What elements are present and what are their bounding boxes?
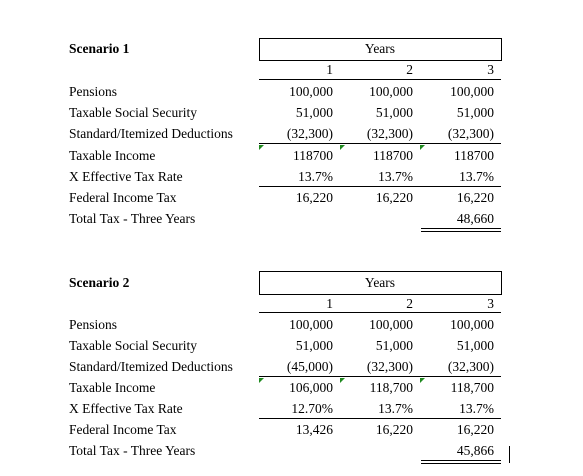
- scenario-2-row-deductions-y2: (32,300): [366, 359, 413, 374]
- scenario-2-rate-underline: [259, 418, 501, 419]
- scenario-2-title: Scenario 2: [69, 275, 130, 290]
- scenario-2-row-taxable-income-y2: 118,700: [369, 380, 413, 395]
- text-cursor: [509, 446, 510, 463]
- scenario-1-row-social-security-label: Taxable Social Security: [69, 105, 198, 120]
- scenario-2-total-double-underline-top: [421, 460, 501, 461]
- scenario-2-row-tax-rate-y3: 13.7%: [459, 401, 494, 416]
- scenario-2-row-federal-tax-label: Federal Income Tax: [69, 422, 177, 437]
- scenario-2-row-social-security-label: Taxable Social Security: [69, 338, 198, 353]
- scenario-1-total-double-underline-top: [421, 228, 501, 229]
- scenario-1-years-label: Years: [364, 41, 396, 56]
- scenario-2-row-tax-rate-y1: 12.70%: [291, 401, 333, 416]
- scenario-1-rate-underline: [259, 186, 501, 187]
- scenario-1-total-value: 48,660: [456, 211, 494, 226]
- scenario-1-row-taxable-income-label: Taxable Income: [69, 148, 156, 163]
- scenario-2-row-tax-rate-y2: 13.7%: [378, 401, 413, 416]
- scenario-1-row-pensions-label: Pensions: [69, 84, 118, 99]
- scenario-2-year-header-2: 2: [406, 296, 413, 311]
- scenario-2-row-taxable-income-y3: 118,700: [450, 380, 494, 395]
- scenario-2-row-taxable-income-y1: 106,000: [289, 380, 333, 395]
- scenario-1-row-pensions-y3: 100,000: [450, 84, 494, 99]
- scenario-1-row-tax-rate-y3: 13.7%: [459, 169, 494, 184]
- scenario-1-year-header-2: 2: [406, 62, 413, 77]
- scenario-1-deductions-underline: [259, 143, 501, 144]
- scenario-1-row-pensions-y1: 100,000: [289, 84, 333, 99]
- scenario-2-row-tax-rate-label: X Effective Tax Rate: [69, 401, 183, 416]
- scenario-1-row-deductions-label: Standard/Itemized Deductions: [69, 126, 233, 141]
- scenario-2-row-pensions-label: Pensions: [69, 317, 118, 332]
- scenario-2-row-pensions-y1: 100,000: [289, 317, 333, 332]
- scenario-2-row-pensions-y2: 100,000: [369, 317, 413, 332]
- scenario-1-row-social-security-y3: 51,000: [456, 105, 494, 120]
- scenario-2-row-deductions-y1: (45,000): [286, 359, 333, 374]
- scenario-2-header-underline: [259, 312, 501, 313]
- scenario-1-row-tax-rate-y2: 13.7%: [378, 169, 413, 184]
- scenario-1-row-taxable-income-y2: 118700: [373, 148, 413, 163]
- scenario-2-total-value: 45,866: [456, 443, 494, 458]
- scenario-2-row-federal-tax-y1: 13,426: [295, 422, 333, 437]
- scenario-1-row-tax-rate-y1: 13.7%: [298, 169, 333, 184]
- scenario-1-row-tax-rate-label: X Effective Tax Rate: [69, 169, 183, 184]
- scenario-1-title: Scenario 1: [69, 41, 130, 56]
- scenario-2-deductions-underline: [259, 376, 501, 377]
- scenario-1-row-social-security-y1: 51,000: [295, 105, 333, 120]
- scenario-2-year-header-3: 3: [487, 296, 494, 311]
- scenario-2-row-federal-tax-y2: 16,220: [375, 422, 413, 437]
- scenario-1-year-header-1: 1: [326, 62, 333, 77]
- scenario-1-row-deductions-y1: (32,300): [286, 126, 333, 141]
- scenario-2-row-deductions-label: Standard/Itemized Deductions: [69, 359, 233, 374]
- scenario-2-years-label: Years: [364, 275, 396, 290]
- scenario-2-row-social-security-y3: 51,000: [456, 338, 494, 353]
- scenario-1-row-federal-tax-label: Federal Income Tax: [69, 190, 177, 205]
- scenario-2-row-deductions-y3: (32,300): [447, 359, 494, 374]
- scenario-1-total-label: Total Tax - Three Years: [69, 211, 196, 226]
- scenario-2-total-label: Total Tax - Three Years: [69, 443, 196, 458]
- scenario-1-row-federal-tax-y3: 16,220: [456, 190, 494, 205]
- scenario-2-total-double-underline-bottom: [421, 463, 501, 464]
- scenario-1-row-taxable-income-y1: 118700: [293, 148, 333, 163]
- scenario-2-row-federal-tax-y3: 16,220: [456, 422, 494, 437]
- scenario-1-header-underline: [259, 79, 501, 80]
- scenario-1-row-federal-tax-y2: 16,220: [375, 190, 413, 205]
- scenario-1-row-federal-tax-y1: 16,220: [295, 190, 333, 205]
- scenario-2-row-social-security-y2: 51,000: [375, 338, 413, 353]
- scenario-1-row-taxable-income-y3: 118700: [454, 148, 494, 163]
- scenario-2-row-pensions-y3: 100,000: [450, 317, 494, 332]
- scenario-1-total-double-underline-bottom: [421, 231, 501, 232]
- scenario-2-year-header-1: 1: [326, 296, 333, 311]
- scenario-1-row-deductions-y2: (32,300): [366, 126, 413, 141]
- scenario-2-row-taxable-income-label: Taxable Income: [69, 380, 156, 395]
- scenario-1-row-social-security-y2: 51,000: [375, 105, 413, 120]
- scenario-1-row-pensions-y2: 100,000: [369, 84, 413, 99]
- scenario-1-row-deductions-y3: (32,300): [447, 126, 494, 141]
- scenario-2-row-social-security-y1: 51,000: [295, 338, 333, 353]
- scenario-1-year-header-3: 3: [487, 62, 494, 77]
